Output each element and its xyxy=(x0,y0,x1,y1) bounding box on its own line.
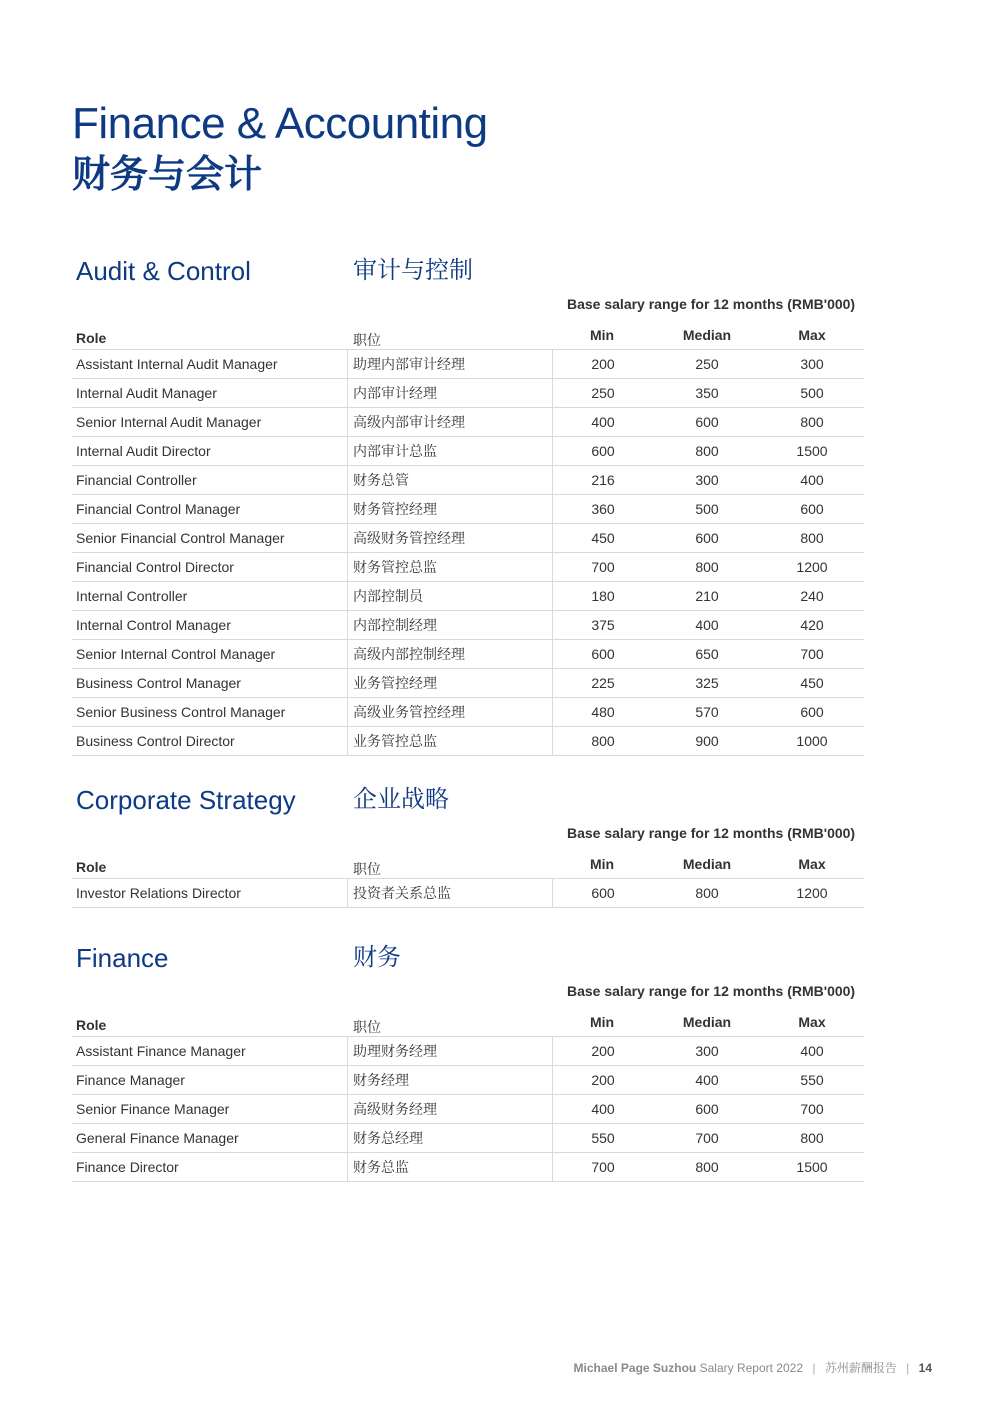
min-salary-cell: 216 xyxy=(552,466,653,494)
table-row xyxy=(72,1153,864,1182)
median-salary-cell: 800 xyxy=(695,1159,719,1175)
median-salary-cell: 250 xyxy=(695,356,719,372)
max-salary-cell: 1000 xyxy=(796,733,828,749)
column-header-median: Median xyxy=(682,1014,732,1030)
median-salary-cell: 600 xyxy=(695,1101,719,1117)
table-row xyxy=(72,1124,864,1153)
role-cell: Senior Finance Manager xyxy=(76,1101,230,1117)
role-cell: Financial Control Manager xyxy=(76,501,241,517)
min-salary-cell: 375 xyxy=(552,611,653,639)
section-header xyxy=(72,784,864,824)
salary-range-note: Base salary range for 12 months (RMB'000) xyxy=(567,983,856,999)
max-salary-cell: 1200 xyxy=(796,885,828,901)
max-salary-cell: 550 xyxy=(800,1072,824,1088)
table-row xyxy=(72,698,864,727)
median-salary-cell: 300 xyxy=(695,472,719,488)
role-chinese-cell: 财务总监 xyxy=(347,1153,550,1181)
role-cell: Financial Controller xyxy=(76,472,197,488)
column-header-min: Min xyxy=(589,327,615,343)
max-salary-cell: 800 xyxy=(800,1130,824,1146)
min-salary-cell: 480 xyxy=(552,698,653,726)
min-salary-cell: 200 xyxy=(552,1037,653,1065)
table-row xyxy=(72,611,864,640)
role-chinese-cell: 高级业务管控经理 xyxy=(347,698,550,726)
table-row xyxy=(72,1095,864,1124)
median-salary-cell: 400 xyxy=(695,1072,719,1088)
role-cell: Senior Business Control Manager xyxy=(76,704,286,720)
role-chinese-cell: 内部控制经理 xyxy=(347,611,550,639)
median-salary-cell: 400 xyxy=(695,617,719,633)
median-salary-cell: 900 xyxy=(695,733,719,749)
table-row xyxy=(72,408,864,437)
min-salary-cell: 550 xyxy=(552,1124,653,1152)
role-chinese-cell: 助理内部审计经理 xyxy=(347,350,550,378)
section-title: Corporate Strategy xyxy=(76,785,296,815)
column-header-role: Role xyxy=(76,1017,107,1033)
min-salary-cell: 400 xyxy=(552,408,653,436)
min-salary-cell: 225 xyxy=(552,669,653,697)
role-chinese-cell: 财务总经理 xyxy=(347,1124,550,1152)
role-chinese-cell: 业务管控总监 xyxy=(347,727,550,755)
table-row xyxy=(72,1037,864,1066)
salary-table xyxy=(72,1036,864,1182)
column-header-median: Median xyxy=(682,856,732,872)
min-salary-cell: 360 xyxy=(552,495,653,523)
footer-separator: | xyxy=(812,1361,816,1375)
role-chinese-cell: 财务管控经理 xyxy=(347,495,550,523)
salary-section xyxy=(72,784,864,901)
min-salary-cell: 800 xyxy=(552,727,653,755)
median-salary-cell: 600 xyxy=(695,414,719,430)
table-row xyxy=(72,466,864,495)
footer-report: Salary Report 2022 xyxy=(699,1361,803,1375)
median-salary-cell: 800 xyxy=(695,443,719,459)
role-cell: Finance Manager xyxy=(76,1072,185,1088)
column-header-max: Max xyxy=(798,1014,826,1030)
column-header-median: Median xyxy=(682,327,732,343)
column-header-role-chinese: 职位 xyxy=(353,332,381,348)
salary-table xyxy=(72,878,864,908)
max-salary-cell: 240 xyxy=(800,588,824,604)
role-chinese-cell: 高级内部控制经理 xyxy=(347,640,550,668)
max-salary-cell: 300 xyxy=(800,356,824,372)
min-salary-cell: 600 xyxy=(552,640,653,668)
footer-separator: | xyxy=(906,1361,910,1375)
max-salary-cell: 700 xyxy=(800,1101,824,1117)
column-header-max: Max xyxy=(798,327,826,343)
min-salary-cell: 180 xyxy=(552,582,653,610)
role-cell: Senior Financial Control Manager xyxy=(76,530,285,546)
median-salary-cell: 500 xyxy=(695,501,719,517)
table-row xyxy=(72,1066,864,1095)
role-cell: Financial Control Director xyxy=(76,559,234,575)
table-row xyxy=(72,640,864,669)
table-row xyxy=(72,582,864,611)
column-header-role: Role xyxy=(76,330,107,346)
role-chinese-cell: 财务管控总监 xyxy=(347,553,550,581)
max-salary-cell: 1500 xyxy=(796,443,828,459)
table-row xyxy=(72,379,864,408)
page-footer xyxy=(574,1359,932,1376)
median-salary-cell: 800 xyxy=(695,885,719,901)
footer-report-chinese: 苏州薪酬报告 xyxy=(824,1361,897,1375)
column-header-role-chinese: 职位 xyxy=(353,1019,381,1035)
salary-table xyxy=(72,349,864,756)
section-title-chinese: 审计与控制 xyxy=(353,257,473,284)
role-cell: Investor Relations Director xyxy=(76,885,241,901)
footer-brand: Michael Page Suzhou xyxy=(573,1361,697,1375)
median-salary-cell: 800 xyxy=(695,559,719,575)
role-chinese-cell: 财务总管 xyxy=(347,466,550,494)
column-header-min: Min xyxy=(589,856,615,872)
role-cell: Internal Audit Director xyxy=(76,443,211,459)
role-cell: Business Control Manager xyxy=(76,675,241,691)
max-salary-cell: 400 xyxy=(800,1043,824,1059)
role-chinese-cell: 高级财务管控经理 xyxy=(347,524,550,552)
min-salary-cell: 250 xyxy=(552,379,653,407)
median-salary-cell: 650 xyxy=(695,646,719,662)
max-salary-cell: 420 xyxy=(800,617,824,633)
column-header-min: Min xyxy=(589,1014,615,1030)
role-cell: Finance Director xyxy=(76,1159,179,1175)
page-title: Finance & Accounting xyxy=(72,99,488,148)
min-salary-cell: 450 xyxy=(552,524,653,552)
role-chinese-cell: 业务管控经理 xyxy=(347,669,550,697)
role-cell: Internal Control Manager xyxy=(76,617,231,633)
salary-range-note: Base salary range for 12 months (RMB'000) xyxy=(567,296,856,312)
table-row xyxy=(72,524,864,553)
max-salary-cell: 1200 xyxy=(796,559,828,575)
role-chinese-cell: 内部审计经理 xyxy=(347,379,550,407)
role-cell: Senior Internal Control Manager xyxy=(76,646,276,662)
max-salary-cell: 800 xyxy=(800,530,824,546)
max-salary-cell: 700 xyxy=(800,646,824,662)
min-salary-cell: 600 xyxy=(552,437,653,465)
max-salary-cell: 500 xyxy=(800,385,824,401)
max-salary-cell: 800 xyxy=(800,414,824,430)
max-salary-cell: 1500 xyxy=(796,1159,828,1175)
min-salary-cell: 200 xyxy=(552,350,653,378)
role-chinese-cell: 投资者关系总监 xyxy=(347,879,550,907)
role-chinese-cell: 财务经理 xyxy=(347,1066,550,1094)
role-cell: General Finance Manager xyxy=(76,1130,239,1146)
page-title-chinese: 财务与会计 xyxy=(72,154,263,196)
section-header xyxy=(72,942,864,982)
salary-section xyxy=(72,255,864,749)
section-title-chinese: 财务 xyxy=(353,944,401,971)
median-salary-cell: 600 xyxy=(695,530,719,546)
page-number: 14 xyxy=(918,1361,932,1375)
max-salary-cell: 600 xyxy=(800,704,824,720)
role-chinese-cell: 高级财务经理 xyxy=(347,1095,550,1123)
min-salary-cell: 200 xyxy=(552,1066,653,1094)
role-cell: Assistant Finance Manager xyxy=(76,1043,246,1059)
section-title: Finance xyxy=(76,943,169,973)
min-salary-cell: 400 xyxy=(552,1095,653,1123)
section-title-chinese: 企业战略 xyxy=(353,786,449,813)
role-cell: Internal Controller xyxy=(76,588,188,604)
table-row xyxy=(72,437,864,466)
table-row xyxy=(72,669,864,698)
role-chinese-cell: 高级内部审计经理 xyxy=(347,408,550,436)
role-cell: Senior Internal Audit Manager xyxy=(76,414,262,430)
role-cell: Internal Audit Manager xyxy=(76,385,217,401)
salary-range-note: Base salary range for 12 months (RMB'000) xyxy=(567,825,856,841)
role-cell: Assistant Internal Audit Manager xyxy=(76,356,278,372)
role-chinese-cell: 内部审计总监 xyxy=(347,437,550,465)
median-salary-cell: 570 xyxy=(695,704,719,720)
table-row xyxy=(72,879,864,908)
column-header-role-chinese: 职位 xyxy=(353,861,381,877)
section-title: Audit & Control xyxy=(76,256,251,286)
min-salary-cell: 700 xyxy=(552,1153,653,1181)
section-header xyxy=(72,255,864,295)
max-salary-cell: 400 xyxy=(800,472,824,488)
column-header-role: Role xyxy=(76,859,107,875)
table-row xyxy=(72,495,864,524)
median-salary-cell: 350 xyxy=(695,385,719,401)
role-chinese-cell: 内部控制员 xyxy=(347,582,550,610)
table-row xyxy=(72,553,864,582)
min-salary-cell: 600 xyxy=(552,879,653,907)
max-salary-cell: 450 xyxy=(800,675,824,691)
table-row xyxy=(72,727,864,756)
min-salary-cell: 700 xyxy=(552,553,653,581)
max-salary-cell: 600 xyxy=(800,501,824,517)
table-row xyxy=(72,350,864,379)
role-cell: Business Control Director xyxy=(76,733,235,749)
median-salary-cell: 300 xyxy=(695,1043,719,1059)
column-header-max: Max xyxy=(798,856,826,872)
median-salary-cell: 700 xyxy=(695,1130,719,1146)
role-chinese-cell: 助理财务经理 xyxy=(347,1037,550,1065)
salary-section xyxy=(72,942,864,1175)
median-salary-cell: 210 xyxy=(695,588,719,604)
median-salary-cell: 325 xyxy=(695,675,719,691)
